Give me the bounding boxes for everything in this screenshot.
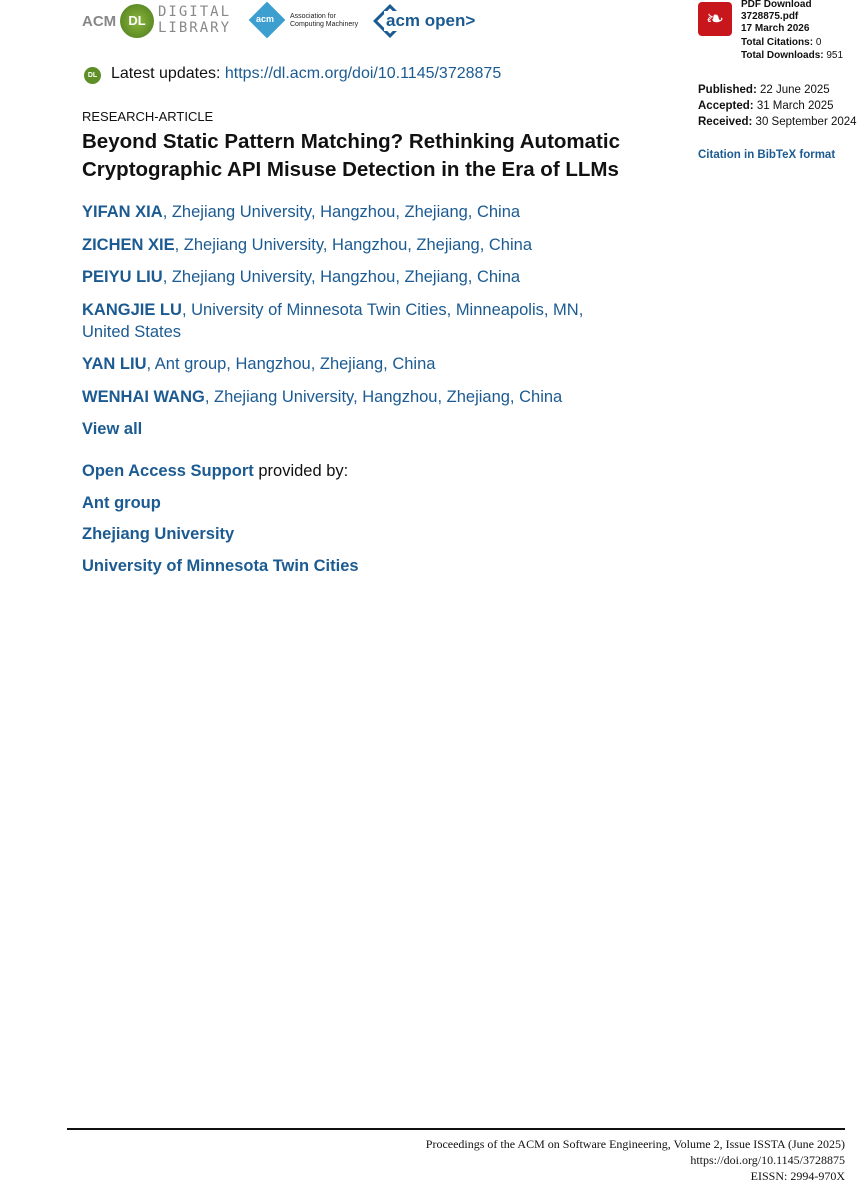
author-name[interactable]: WENHAI WANG	[82, 388, 205, 406]
sponsor-link[interactable]: Ant group	[82, 494, 161, 512]
pdf-download-link[interactable]: PDF Download	[741, 0, 812, 10]
open-access-line	[82, 460, 348, 482]
author-entry[interactable]	[82, 386, 562, 408]
footer-divider	[67, 1128, 845, 1130]
pdf-filename: 3728875.pdf	[741, 11, 799, 22]
total-citations	[741, 37, 821, 49]
author-entry[interactable]	[82, 201, 520, 223]
author-affiliation: , Zhejiang University, Hangzhou, Zhejiang, China	[174, 236, 532, 254]
received-date	[698, 114, 857, 130]
author-affiliation: , Ant group, Hangzhou, Zhejiang, China	[146, 355, 436, 373]
author-name[interactable]: ZICHEN XIE	[82, 236, 175, 254]
author-entry[interactable]	[82, 234, 532, 256]
author-entry[interactable]	[82, 299, 583, 343]
footer-proceedings: Proceedings of the ACM on Software Engineering, Volume 2, Issue ISSTA (June 2025)	[425, 1137, 845, 1151]
author-name[interactable]: YAN LIU	[82, 355, 147, 373]
title-line: Beyond Static Pattern Matching? Rethinking Automatic	[82, 130, 620, 153]
latest-updates	[111, 65, 501, 83]
accepted-label: Accepted:	[698, 100, 754, 112]
author-affiliation: , Zhejiang University, Hangzhou, Zhejiang, China	[162, 203, 521, 221]
citations-label: Total Citations:	[741, 37, 814, 48]
accepted-value: 31 March 2025	[756, 100, 834, 112]
article-type: RESEARCH-ARTICLE	[82, 109, 214, 124]
author-affiliation: , Zhejiang University, Hangzhou, Zhejiang, China	[162, 268, 521, 286]
bibtex-link[interactable]: Citation in BibTeX format	[698, 149, 836, 161]
dl-badge-icon: DL	[120, 4, 154, 38]
acm-open-logo[interactable]: acm open>	[372, 3, 472, 39]
author-name[interactable]: YIFAN XIA	[82, 203, 163, 221]
author-affiliation: , University of Minnesota Twin Cities, Minneapolis, MN,	[181, 301, 584, 319]
author-name[interactable]: KANGJIE LU	[82, 301, 182, 319]
sponsor-link[interactable]: Zhejiang University	[82, 525, 235, 543]
open-access-text: provided by:	[253, 462, 349, 480]
citations-value: 0	[815, 37, 822, 48]
dl-small-icon: DL	[84, 67, 101, 84]
author-affiliation: , Zhejiang University, Hangzhou, Zhejiang, China	[204, 388, 563, 406]
downloads-label: Total Downloads:	[741, 50, 824, 61]
received-value: 30 September 2024	[755, 116, 857, 128]
paper-title	[82, 128, 620, 184]
received-label: Received:	[698, 116, 753, 128]
open-access-link[interactable]: Open Access Support	[82, 462, 254, 480]
pdf-date: 17 March 2026	[741, 23, 810, 34]
accepted-date	[698, 98, 834, 114]
view-all-link[interactable]: View all	[82, 420, 143, 438]
total-downloads	[741, 50, 843, 62]
downloads-value: 951	[826, 50, 844, 61]
sponsor-link[interactable]: University of Minnesota Twin Cities	[82, 557, 359, 575]
doi-link[interactable]: https://dl.acm.org/doi/10.1145/3728875	[224, 65, 502, 82]
author-name[interactable]: PEIYU LIU	[82, 268, 163, 286]
title-line: Cryptographic API Misuse Detection in the Era of LLMs	[82, 158, 619, 181]
pdf-icon[interactable]: ❧	[698, 2, 732, 36]
acm-logo[interactable]: acm Association for Computing Machinery	[250, 3, 370, 39]
published-date	[698, 82, 830, 98]
footer-eissn: EISSN: 2994-970X	[750, 1169, 845, 1183]
author-entry[interactable]	[82, 353, 435, 375]
published-label: Published:	[698, 84, 757, 96]
author-affiliation: United States	[82, 323, 182, 341]
acm-dl-logo[interactable]: ACM DL DIGITAL LIBRARY	[82, 4, 232, 36]
footer-doi[interactable]: https://doi.org/10.1145/3728875	[690, 1153, 845, 1167]
published-value: 22 June 2025	[759, 84, 830, 96]
latest-updates-label: Latest updates:	[111, 65, 221, 82]
author-entry[interactable]	[82, 266, 520, 288]
